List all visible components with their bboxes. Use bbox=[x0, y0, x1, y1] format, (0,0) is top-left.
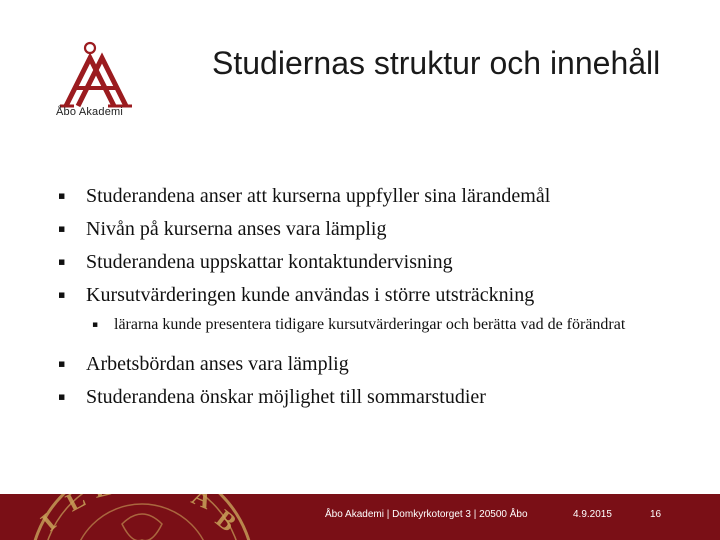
svg-text:L: L bbox=[61, 483, 91, 518]
footer-address: Åbo Akademi | Domkyrkotorget 3 | 20500 Åbo bbox=[325, 509, 528, 520]
bullet-text: Arbetsbördan anses vara lämplig bbox=[86, 353, 349, 375]
sub-bullet-item bbox=[56, 315, 674, 335]
bullet-item bbox=[56, 249, 696, 275]
bullet-text: Nivån på kurserna anses vara lämplig bbox=[86, 218, 387, 240]
bullet-marker-icon: ▪ bbox=[58, 222, 66, 235]
bullet-item bbox=[56, 282, 696, 308]
svg-text:L: L bbox=[90, 471, 115, 504]
sub-bullet-text: lärarna kunde presentera tidigare kursutvärderingar och berätta vad de förändrat bbox=[114, 316, 626, 333]
bullet-item bbox=[56, 183, 696, 209]
footer-date: 4.9.2015 bbox=[573, 509, 612, 520]
slide-title: Studiernas struktur och innehåll bbox=[212, 45, 661, 81]
university-seal-icon bbox=[22, 471, 262, 540]
svg-text:Å: Å bbox=[187, 480, 217, 516]
bullet-item bbox=[56, 384, 696, 410]
bullet-marker-icon: ▪ bbox=[58, 288, 66, 301]
bullet-text: Kursutvärderingen kunde användas i större utsträckning bbox=[86, 284, 535, 306]
page-number: 16 bbox=[650, 509, 662, 520]
sub-bullet-marker-icon: ▪ bbox=[92, 320, 99, 330]
bullet-marker-icon: ▪ bbox=[58, 390, 66, 403]
svg-text:B: B bbox=[210, 503, 242, 538]
bullet-text: Studerandena uppskattar kontaktundervisning bbox=[86, 251, 453, 273]
bullet-item bbox=[56, 351, 696, 377]
bullet-text: Studerandena anser att kurserna uppfyller sina lärandemål bbox=[86, 185, 551, 207]
bullet-item bbox=[56, 216, 696, 242]
bullet-marker-icon: ▪ bbox=[58, 255, 66, 268]
bullet-marker-icon: ▪ bbox=[58, 357, 66, 370]
logo-text: Åbo Akademi bbox=[56, 106, 124, 118]
footer-bar bbox=[0, 471, 720, 540]
svg-text:I: I bbox=[35, 507, 62, 537]
bullet-text: Studerandena önskar möjlighet till sommarstudier bbox=[86, 386, 486, 408]
bullet-marker-icon: ▪ bbox=[58, 189, 66, 202]
bullet-list bbox=[56, 183, 696, 417]
